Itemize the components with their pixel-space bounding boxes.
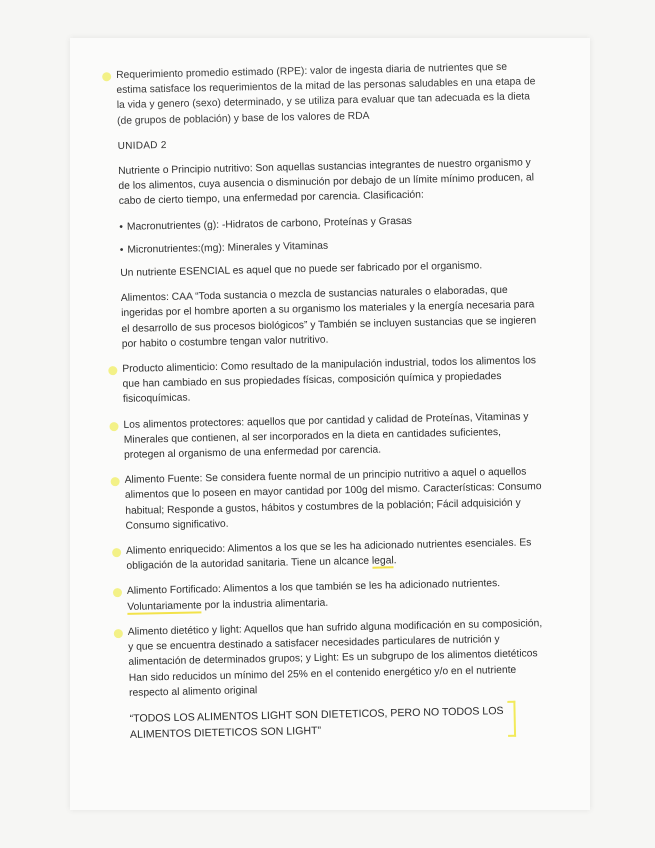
paragraph-fuente: Alimento Fuente: Se considera fuente normal de un principio nutritivo a aquel o aquellos alimentos que lo poseen en mayor cantidad por 100g del mismo. Características: Consumo habitual; Responde a gustos, hábitos y costumbres de la población; Fácil adquisición y Consumo significativo. <box>124 464 545 534</box>
paragraph-esencial: Un nutriente ESENCIAL es aquel que no puede ser fabricado por el organismo. <box>120 260 483 279</box>
paragraph-fortificado: Alimento Fortificado: Alimentos a los que también se les ha adicionado nutrientes. Voluntariamente por la industria alimentaria. <box>127 576 548 615</box>
highlight-dot-icon <box>102 72 111 81</box>
underlined-voluntariamente: Voluntariamente <box>127 600 202 613</box>
bullet-icon: • <box>119 244 124 256</box>
highlight-dot-icon <box>109 422 118 431</box>
document-page <box>70 38 590 810</box>
bullet-macronutrients: • Macronutrientes (g): -Hidratos de carbono, Proteínas y Grasas <box>119 215 413 233</box>
paragraph-dietetico: Alimento dietético y light: Aquellos que han sufrido alguna modificación en su composición, y que se encuentra destinado a satisfacer necesidades particulares de nutrición y alimentación de determinados grupos; y Light: Es un subgrupo de los alimentos dietéticos Han sido reducidos un mínimo del 25% en el contenido energético y/o en el nutriente respecto al alimento original <box>128 616 549 701</box>
bracket-mark-icon <box>507 701 516 737</box>
highlight-dot-icon <box>112 548 121 557</box>
paragraph-rpe: Requerimiento promedio estimado (RPE): valor de ingesta diaria de nutrientes que se estima satisface los requerimientos de la mitad de las personas saludables en una etapa de la vida y genero (sexo) determinado, y se utiliza para evaluar que tan adecuada es la dieta (de grupos de población) y base de los valores de RDA <box>116 59 537 129</box>
paragraph-protectores: Los alimentos protectores: aquellos que por cantidad y calidad de Proteínas, Vitaminas y Minerales que contienen, al ser incorporados en la dieta en cantidades suficientes, protegen al organismo de una enfermedad por carencia. <box>123 409 544 463</box>
underlined-legal: legal <box>371 555 394 568</box>
unit-heading: UNIDAD 2 <box>117 139 167 152</box>
highlight-dot-icon <box>114 629 123 638</box>
highlight-dot-icon <box>108 366 117 375</box>
bullet-icon: • <box>119 221 124 233</box>
highlight-dot-icon <box>113 588 122 597</box>
paragraph-producto: Producto alimenticio: Como resultado de la manipulación industrial, todos los alimentos los que han cambiado en sus propiedades físicas, composición química y propiedades fisicoquímicas. <box>122 353 543 407</box>
highlight-dot-icon <box>111 477 120 486</box>
paragraph-enriquecido: Alimento enriquecido: Alimentos a los que se les ha adicionado nutrientes esenciales. Es obligación de la autoridad sanitaria. Tiene un alcance legal. <box>126 535 547 574</box>
paragraph-alimentos: Alimentos: CAA “Toda sustancia o mezcla de sustancias naturales o elaboradas, que ingeridas por el hombre aporten a su organismo los materiales y la energía necesaria para el desarrollo de sus procesos biológicos” y También se incluyen sustancias que se ingieren por habito o costumbre tengan valor nutritivo. <box>120 285 537 350</box>
quote-light: “TODOS LOS ALIMENTOS LIGHT SON DIETETICOS, PERO NO TODOS LOS ALIMENTOS DIETETICOS SON LIGHT” <box>129 702 530 742</box>
bullet-micronutrients: • Micronutrientes:(mg): Minerales y Vitaminas <box>119 240 329 256</box>
document-content <box>116 59 550 743</box>
paragraph-nutriente: Nutriente o Principio nutritivo: Son aquellas sustancias integrantes de nuestro organismo y de los alimentos, cuya ausencia o disminución por debajo de un límite mínimo producen, al cabo de cierto tiempo, una enfermedad por carencia. Clasificación: <box>118 157 535 208</box>
